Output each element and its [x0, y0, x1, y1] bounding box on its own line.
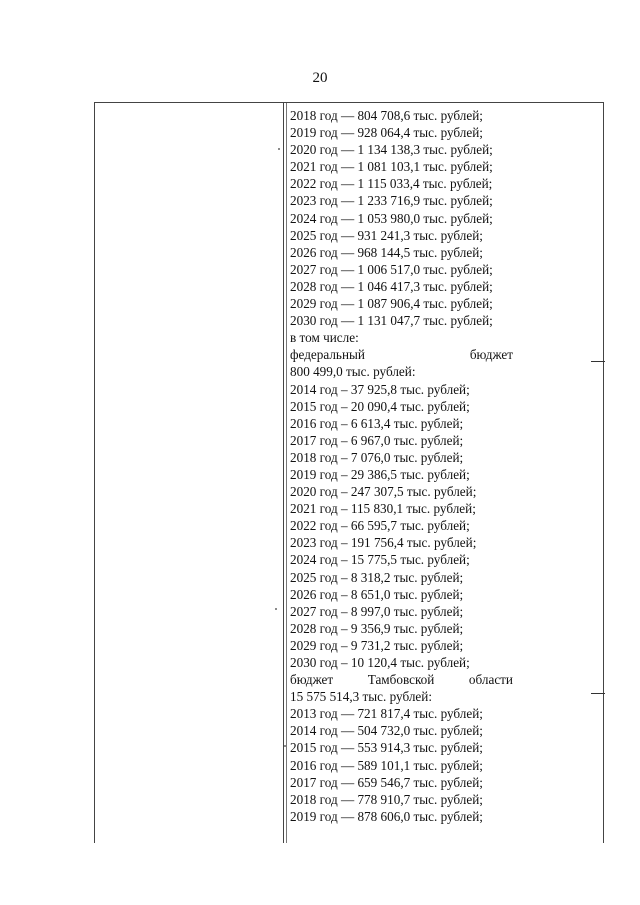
column-divider — [283, 103, 284, 843]
funding-details-cell — [290, 107, 530, 825]
year-amount-line: 2021 год – 115 830,1 тыс. рублей; — [290, 501, 476, 517]
year-amount-line: 2014 год – 37 925,8 тыс. рублей; — [290, 381, 470, 397]
year-amount-line: 2029 год – 9 731,2 тыс. рублей; — [290, 637, 464, 653]
year-amount-line: 2025 год — 931 241,3 тыс. рублей; — [290, 227, 483, 243]
year-amount-line: 2019 год — 928 064,4 тыс. рублей; — [290, 125, 483, 141]
scan-speck — [284, 745, 286, 747]
line-continuation-dash — [591, 361, 605, 362]
year-amount-line: 2022 год — 1 115 033,4 тыс. рублей; — [290, 176, 493, 192]
column-divider-inner — [286, 103, 287, 843]
year-amount-line: 2018 год — 804 708,6 тыс. рублей; — [290, 108, 483, 123]
regional-heading-word: бюджет — [290, 672, 334, 688]
year-amount-line: 2016 год — 589 101,1 тыс. рублей; — [290, 757, 483, 773]
year-amount-line: 2017 год — 659 546,7 тыс. рублей; — [290, 774, 483, 790]
funding-table — [94, 102, 604, 843]
year-amount-line: 2014 год — 504 732,0 тыс. рублей; — [290, 723, 483, 739]
year-amount-line: 2024 год – 15 775,5 тыс. рублей; — [290, 552, 470, 568]
year-amount-line: 2023 год – 191 756,4 тыс. рублей; — [290, 535, 477, 551]
year-amount-line: 2023 год — 1 233 716,9 тыс. рублей; — [290, 193, 493, 209]
including-label: в том числе: — [290, 330, 359, 346]
year-amount-line: 2019 год – 29 386,5 тыс. рублей; — [290, 466, 470, 482]
year-amount-line: 2017 год – 6 967,0 тыс. рублей; — [290, 432, 464, 448]
year-amount-line: 2021 год — 1 081 103,1 тыс. рублей; — [290, 159, 493, 175]
year-amount-line: 2030 год — 1 131 047,7 тыс. рублей; — [290, 313, 493, 329]
federal-by-year-list — [290, 381, 530, 672]
year-amount-line: 2013 год — 721 817,4 тыс. рублей; — [290, 706, 483, 722]
year-amount-line: 2026 год — 968 144,5 тыс. рублей; — [290, 244, 483, 260]
regional-budget-total: 15 575 514,3 тыс. рублей: — [290, 689, 432, 705]
year-amount-line: 2019 год — 878 606,0 тыс. рублей; — [290, 808, 483, 824]
year-amount-line: 2024 год — 1 053 980,0 тыс. рублей; — [290, 210, 493, 226]
year-amount-line: 2029 год — 1 087 906,4 тыс. рублей; — [290, 296, 493, 312]
year-amount-line: 2030 год – 10 120,4 тыс. рублей; — [290, 655, 470, 670]
federal-budget-heading — [290, 346, 513, 363]
year-amount-line: 2022 год – 66 595,7 тыс. рублей; — [290, 518, 470, 534]
year-amount-line: 2018 год – 7 076,0 тыс. рублей; — [290, 449, 464, 465]
year-amount-line: 2020 год — 1 134 138,3 тыс. рублей; — [290, 142, 493, 158]
year-amount-line: 2020 год – 247 307,5 тыс. рублей; — [290, 484, 477, 500]
page-number: 20 — [312, 70, 328, 86]
year-amount-line: 2027 год — 1 006 517,0 тыс. рублей; — [290, 261, 493, 277]
year-amount-line: 2016 год – 6 613,4 тыс. рублей; — [290, 415, 464, 431]
regional-heading-word: области — [468, 672, 513, 688]
federal-heading-word: бюджет — [469, 347, 513, 363]
year-amount-line: 2028 год – 9 356,9 тыс. рублей; — [290, 620, 464, 636]
year-amount-line: 2015 год — 553 914,3 тыс. рублей; — [290, 740, 483, 756]
regional-budget-heading — [290, 671, 513, 688]
regional-by-year-list — [290, 705, 530, 825]
total-by-year-list — [290, 107, 530, 329]
line-continuation-dash — [591, 693, 605, 694]
year-amount-line: 2025 год – 8 318,2 тыс. рублей; — [290, 569, 464, 585]
year-amount-line: 2027 год – 8 997,0 тыс. рублей; — [290, 603, 464, 619]
year-amount-line: 2018 год — 778 910,7 тыс. рублей; — [290, 791, 483, 807]
scan-speck — [275, 608, 277, 610]
federal-budget-total: 800 499,0 тыс. рублей: — [290, 364, 416, 380]
scan-speck — [278, 148, 280, 150]
year-amount-line: 2026 год – 8 651,0 тыс. рублей; — [290, 586, 464, 602]
regional-heading-word: Тамбовской — [367, 672, 435, 688]
year-amount-line: 2015 год – 20 090,4 тыс. рублей; — [290, 398, 470, 414]
federal-heading-word: федеральный — [290, 347, 365, 363]
year-amount-line: 2028 год — 1 046 417,3 тыс. рублей; — [290, 278, 493, 294]
